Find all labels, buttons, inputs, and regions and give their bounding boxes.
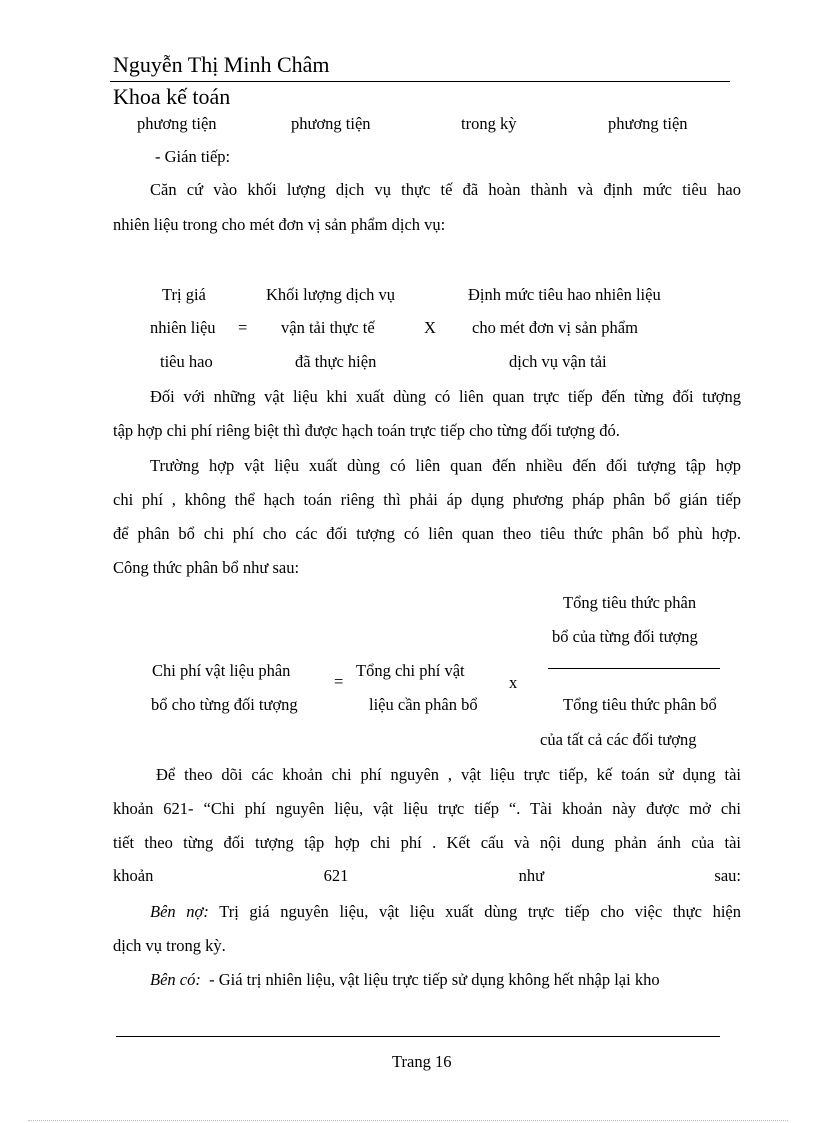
ben-no-line	[150, 902, 741, 922]
paragraph-line: Công thức phân bổ như sau:	[113, 558, 300, 577]
formula1-right: dịch vụ vận tải	[509, 352, 607, 371]
paragraph-line: khoản 621- “Chi phí nguyên liệu, vật liệu trực tiếp “. Tài khoản này được mở chi	[113, 799, 741, 818]
formula1-middle: đã thực hiện	[295, 352, 377, 371]
ben-no-text: Trị giá nguyên liệu, vật liệu xuất dùng trực tiếp cho việc thực hiện	[208, 902, 742, 921]
page-edge	[28, 1120, 788, 1121]
formula2-denominator: Tổng tiêu thức phân bổ	[563, 695, 717, 714]
formula1-middle: vận tải thực tế	[281, 318, 375, 337]
paragraph-line: chi phí , không thể hạch toán riêng thì phải áp dụng phương pháp phân bổ gián tiếp	[113, 490, 741, 509]
fraction-bar	[548, 668, 720, 669]
paragraph-line: tập hợp chi phí riêng biệt thì được hạch toán trực tiếp cho từng đối tượng đó.	[113, 421, 620, 440]
ben-no-label: Bên nợ:	[150, 902, 209, 921]
formula1-times: X	[424, 318, 436, 337]
paragraph-line: Căn cứ vào khối lượng dịch vụ thực tế đã hoàn thành và định mức tiêu hao	[150, 180, 741, 199]
ben-no-line: dịch vụ trong kỳ.	[113, 936, 226, 955]
formula2-left: Chi phí vật liệu phân	[152, 661, 291, 680]
footer-divider	[116, 1036, 720, 1037]
top-row-cell: phương tiện	[291, 114, 371, 133]
formula2-numerator: Tổng tiêu thức phân	[563, 593, 697, 612]
formula2-middle: liệu cần phân bổ	[369, 695, 478, 714]
formula1-right: Định mức tiêu hao nhiên liệu	[468, 285, 661, 304]
paragraph-line: tiết theo từng đối tượng tập hợp chi phí . Kết cấu và nội dung phản ánh của tài	[113, 833, 741, 852]
formula2-numerator: bổ của từng đối tượng	[552, 627, 698, 646]
formula2-times: x	[509, 673, 518, 692]
ben-co-line	[150, 970, 660, 990]
formula1-equals: =	[238, 318, 248, 337]
page-number: Trang 16	[392, 1052, 452, 1071]
indirect-heading: - Gián tiếp:	[155, 147, 231, 166]
formula2-left: bổ cho từng đối tượng	[151, 695, 298, 714]
formula2-equals: =	[334, 672, 344, 691]
top-row-cell: phương tiện	[608, 114, 688, 133]
ben-co-text: - Giá trị nhiên liệu, vật liệu trực tiếp sử dụng không hết nhập lại kho	[200, 970, 660, 989]
formula1-left: nhiên liệu	[150, 318, 216, 337]
formula1-left: tiêu hao	[160, 352, 213, 371]
author-name: Nguyễn Thị Minh Châm	[113, 52, 330, 77]
ben-co-label: Bên có:	[150, 970, 201, 989]
formula1-middle: Khối lượng dịch vụ	[266, 285, 396, 304]
formula1-right: cho mét đơn vị sản phẩm	[472, 318, 638, 337]
formula1-left: Trị giá	[162, 285, 206, 304]
account-line: khoản 621 như sau:	[113, 866, 741, 885]
top-row-cell: trong kỳ	[461, 114, 517, 133]
department-name: Khoa kế toán	[113, 84, 231, 109]
paragraph-line: nhiên liệu trong cho mét đơn vị sản phẩm dịch vụ:	[113, 215, 446, 234]
header-divider	[110, 81, 730, 82]
paragraph-line: để phân bổ chi phí cho các đối tượng có liên quan theo tiêu thức phân bổ phù hợp.	[113, 524, 741, 543]
paragraph-line: Để theo dõi các khoản chi phí nguyên , vật liệu trực tiếp, kế toán sử dụng tài	[156, 765, 741, 784]
formula2-middle: Tổng chi phí vật	[356, 661, 465, 680]
top-row-cell: phương tiện	[137, 114, 217, 133]
paragraph-line: Trường hợp vật liệu xuất dùng có liên quan đến nhiều đến đối tượng tập hợp	[150, 456, 741, 475]
formula2-denominator: của tất cả các đối tượng	[540, 730, 697, 749]
paragraph-line	[113, 866, 741, 886]
paragraph-line: Đối với những vật liệu khi xuất dùng có liên quan trực tiếp đến từng đối tượng	[150, 387, 741, 406]
